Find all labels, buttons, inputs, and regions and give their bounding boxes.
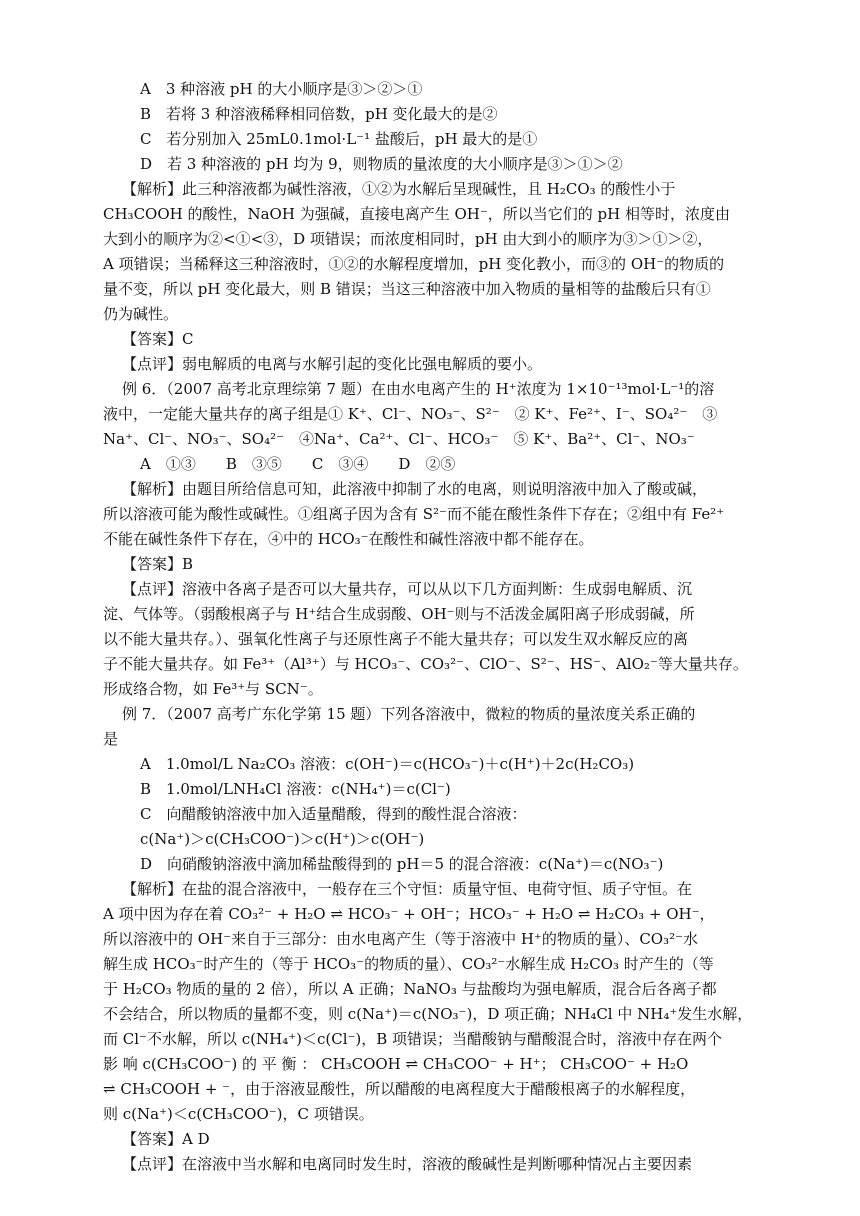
example-7-question: 是 xyxy=(103,730,119,748)
example-6-question: 例 6．（2007 高考北京理综第 7 题）在由水电离产生的 H⁺浓度为 1×10⁻¹³mol·L⁻¹的溶 xyxy=(122,380,715,398)
option-c-line: C 若分别加入 25mL0.1mol·L⁻¹ 盐酸后，pH 最大的是① xyxy=(140,130,538,148)
example-6-question: Na⁺、Cl⁻、NO₃⁻、SO₄²⁻ ④Na⁺、Ca²⁺、Cl⁻、HCO₃⁻ ⑤ K⁺、Ba²⁺、Cl⁻、NO₃⁻ xyxy=(103,430,695,448)
analysis-line: CH₃COOH 的酸性，NaOH 为强碱，直接电离产生 OH⁻，所以当它们的 pH 相等时，浓度由 xyxy=(103,205,730,223)
example-7-option-a: A 1.0mol/L Na₂CO₃ 溶液：c(OH⁻)＝c(HCO₃⁻)＋c(H⁺)＋2c(H₂CO₃) xyxy=(140,755,635,773)
analysis-line: 不能在碱性条件下存在，④中的 HCO₃⁻在酸性和碱性溶液中都不能存在。 xyxy=(103,530,594,548)
option-b-line: B 若将 3 种溶液稀释相同倍数，pH 变化最大的是② xyxy=(140,105,498,123)
analysis-line: 所以溶液可能为酸性或碱性。①组离子因为含有 S²⁻而不能在酸性条件下存在；②组中有 Fe²⁺ xyxy=(103,505,725,523)
answer-line: 【答案】C xyxy=(122,330,194,348)
analysis-line: 不会结合，所以物质的量都不变，则 c(Na⁺)＝c(NO₃⁻)，D 项正确；NH₄Cl 中 NH₄⁺发生水解， xyxy=(103,1005,753,1023)
example-7-option-b: B 1.0mol/LNH₄Cl 溶液：c(NH₄⁺)＝c(Cl⁻) xyxy=(140,780,451,798)
analysis-line: 则 c(Na⁺)＜c(CH₃COO⁻)，C 项错误。 xyxy=(103,1105,374,1123)
analysis-line: 【解析】此三种溶液都为碱性溶液，①②为水解后呈现碱性，且 H₂CO₃ 的酸性小于 xyxy=(122,180,676,198)
analysis-line: 解生成 HCO₃⁻时产生的（等于 HCO₃⁻的物质的量）、CO₃²⁻水解生成 H₂CO₃ 时产生的（等 xyxy=(103,955,714,973)
option-d-line: D 若 3 种溶液的 pH 均为 9，则物质的量浓度的大小顺序是③＞①＞② xyxy=(140,155,623,173)
analysis-line: 【解析】由题目所给信息可知，此溶液中抑制了水的电离，则说明溶液中加入了酸或碱， xyxy=(122,480,708,498)
analysis-line: 所以溶液中的 OH⁻来自于三部分：由水电离产生（等于溶液中 H⁺的物质的量）、CO₃²⁻水 xyxy=(103,930,699,948)
analysis-line: 【解析】在盐的混合溶液中，一般存在三个守恒：质量守恒、电荷守恒、质子守恒。在 xyxy=(122,880,693,898)
example-7-question: 例 7．（2007 高考广东化学第 15 题）下列各溶液中，微粒的物质的量浓度关系正确的 xyxy=(122,705,696,723)
example-7-option-c: C 向醋酸钠溶液中加入适量醋酸，得到的酸性混合溶液： xyxy=(140,805,527,823)
comment-line: 【点评】弱电解质的电离与水解引起的变化比强电解质的要小。 xyxy=(122,355,543,373)
example-7-option-d: D 向硝酸钠溶液中滴加稀盐酸得到的 pH＝5 的混合溶液：c(Na⁺)＝c(NO₃⁻) xyxy=(140,855,664,873)
comment-line: 形成络合物，如 Fe³⁺与 SCN⁻。 xyxy=(103,680,323,698)
comment-line: 以不能大量共存。）、强氧化性离子与还原性离子不能大量共存；可以发生双水解反应的离 xyxy=(103,630,689,648)
analysis-line: 于 H₂CO₃ 物质的量的 2 倍），所以 A 正确；NaNO₃ 与盐酸均为强电解质，混合后各离子都 xyxy=(103,980,717,998)
analysis-line: 大到小的顺序为②<①<③，D 项错误；而浓度相同时，pH 由大到小的顺序为③＞①＞②， xyxy=(103,230,713,248)
analysis-line: 量不变，所以 pH 变化最大，则 B 错误；当这三种溶液中加入物质的量相等的盐酸后只有① xyxy=(103,280,711,298)
example-7-option-c: c(Na⁺)＞c(CH₃COO⁻)＞c(H⁺)＞c(OH⁻) xyxy=(140,830,425,848)
comment-line: 子不能大量共存。如 Fe³⁺（Al³⁺）与 HCO₃⁻、CO₃²⁻、ClO⁻、S²⁻、HS⁻、AlO₂⁻等大量共存。 xyxy=(103,655,748,673)
example-6-question: 液中，一定能大量共存的离子组是① K⁺、Cl⁻、NO₃⁻、S²⁻ ② K⁺、Fe²⁺、I⁻、SO₄²⁻ ③ xyxy=(103,405,718,423)
analysis-line: A 项错误；当稀释这三种溶液时，①②的水解程度增加，pH 变化教小，而③的 OH⁻的物质的 xyxy=(103,255,725,273)
example-6-options: A ①③ B ③⑤ C ③④ D ②⑤ xyxy=(140,455,456,473)
analysis-line: 仍为碱性。 xyxy=(103,305,179,323)
comment-line: 【点评】在溶液中当水解和电离同时发生时，溶液的酸碱性是判断哪种情况占主要因素 xyxy=(122,1155,693,1173)
answer-line: 【答案】B xyxy=(122,555,194,573)
analysis-line: ⇌ CH₃COOH + ⁻，由于溶液显酸性，所以醋酸的电离程度大于醋酸根离子的水解程度， xyxy=(103,1080,696,1098)
analysis-line: 影 响 c(CH₃COO⁻) 的 平 衡 ： CH₃COOH ⇌ CH₃COO⁻ + H⁺； CH₃COO⁻ + H₂O xyxy=(103,1055,689,1073)
comment-line: 淀、气体等。（弱酸根离子与 H⁺结合生成弱酸、OH⁻则与不活泼金属阳离子形成弱碱，所 xyxy=(103,605,695,623)
answer-line: 【答案】A D xyxy=(122,1130,210,1148)
analysis-line: A 项中因为存在着 CO₃²⁻ + H₂O ⇌ HCO₃⁻ + OH⁻；HCO₃⁻ + H₂O ⇌ H₂CO₃ + OH⁻， xyxy=(103,905,715,923)
analysis-line: 而 Cl⁻不水解，所以 c(NH₄⁺)＜c(Cl⁻)，B 项错误；当醋酸钠与醋酸混合时，溶液中存在两个 xyxy=(103,1030,723,1048)
comment-line: 【点评】溶液中各离子是否可以大量共存，可以从以下几方面判断：生成弱电解质、沉 xyxy=(122,580,693,598)
option-a-line: A 3 种溶液 pH 的大小顺序是③＞②＞① xyxy=(140,80,423,98)
